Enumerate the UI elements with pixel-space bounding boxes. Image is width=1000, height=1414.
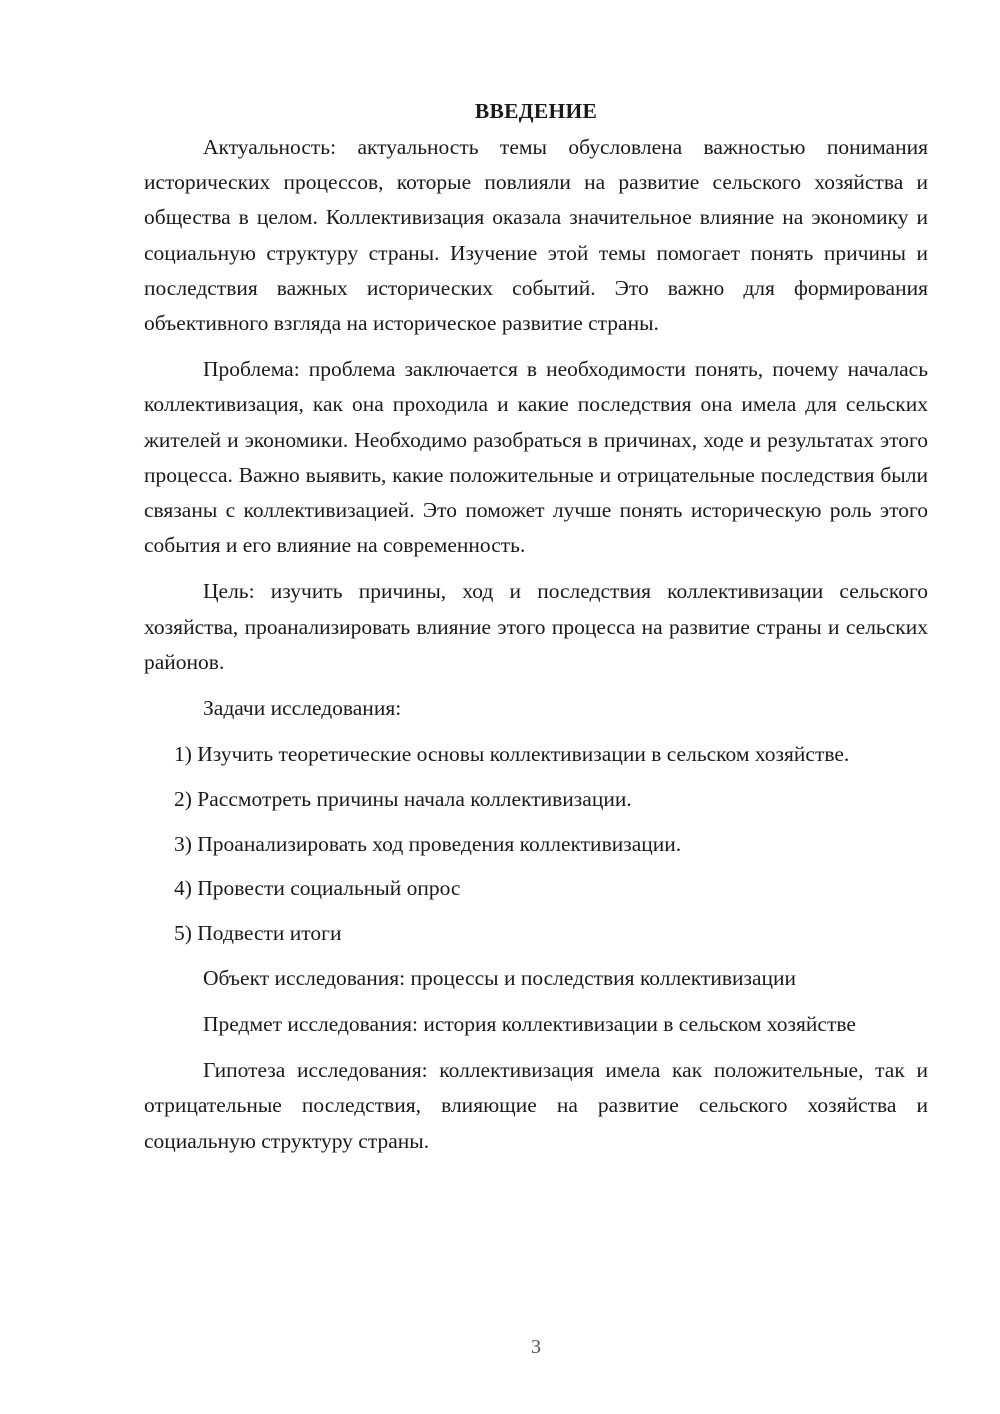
page-number: 3	[531, 1336, 541, 1358]
paragraph-problem: Проблема: проблема заключается в необходимости понять, почему началась коллективизация, как она проходила и какие последствия она имела для сельских жителей и экономики. Необходимо разобраться в причинах, ходе и результатах этого процесса. Важно выявить, какие положительные и отрицательные последствия были связаны с коллективизацией. Это поможет лучше понять историческую роль этого события и его влияние на современность.	[144, 357, 928, 558]
list-item: 2) Рассмотреть причины начала коллективизации.	[174, 786, 632, 811]
paragraph-subject: Предмет исследования: история коллективизации в сельском хозяйстве	[203, 1011, 856, 1036]
list-item: 5) Подвести итоги	[174, 921, 342, 946]
tasks-list	[144, 737, 928, 951]
paragraph-actuality: Актуальность: актуальность темы обусловлена важностью понимания исторических процессов, которые повлияли на развитие сельского хозяйства и общества в целом. Коллективизация оказала значительное влияние на экономику и социальную структуру страны. Изучение этой темы помогает понять причины и последствия важных исторических событий. Это важно для формирования объективного взгляда на историческое развитие страны.	[144, 135, 928, 336]
list-item: 3) Проанализировать ход проведения коллективизации.	[174, 831, 682, 856]
paragraph-goal: Цель: изучить причины, ход и последствия коллективизации сельского хозяйства, проанализировать влияние этого процесса на развитие страны и сельских районов.	[144, 579, 928, 674]
list-item: 4) Провести социальный опрос	[174, 876, 461, 901]
list-item: 1) Изучить теоретические основы коллективизации в сельском хозяйстве.	[174, 742, 850, 767]
paragraph-object: Объект исследования: процессы и последствия коллективизации	[203, 965, 797, 990]
paragraph-hypothesis: Гипотеза исследования: коллективизация имела как положительные, так и отрицательные последствия, влияющие на развитие сельского хозяйства и социальную структуру страны.	[144, 1058, 928, 1153]
paragraph-tasks-heading: Задачи исследования:	[203, 696, 402, 721]
section-title: ВВЕДЕНИЕ	[474, 99, 598, 123]
page-content	[144, 96, 928, 1170]
